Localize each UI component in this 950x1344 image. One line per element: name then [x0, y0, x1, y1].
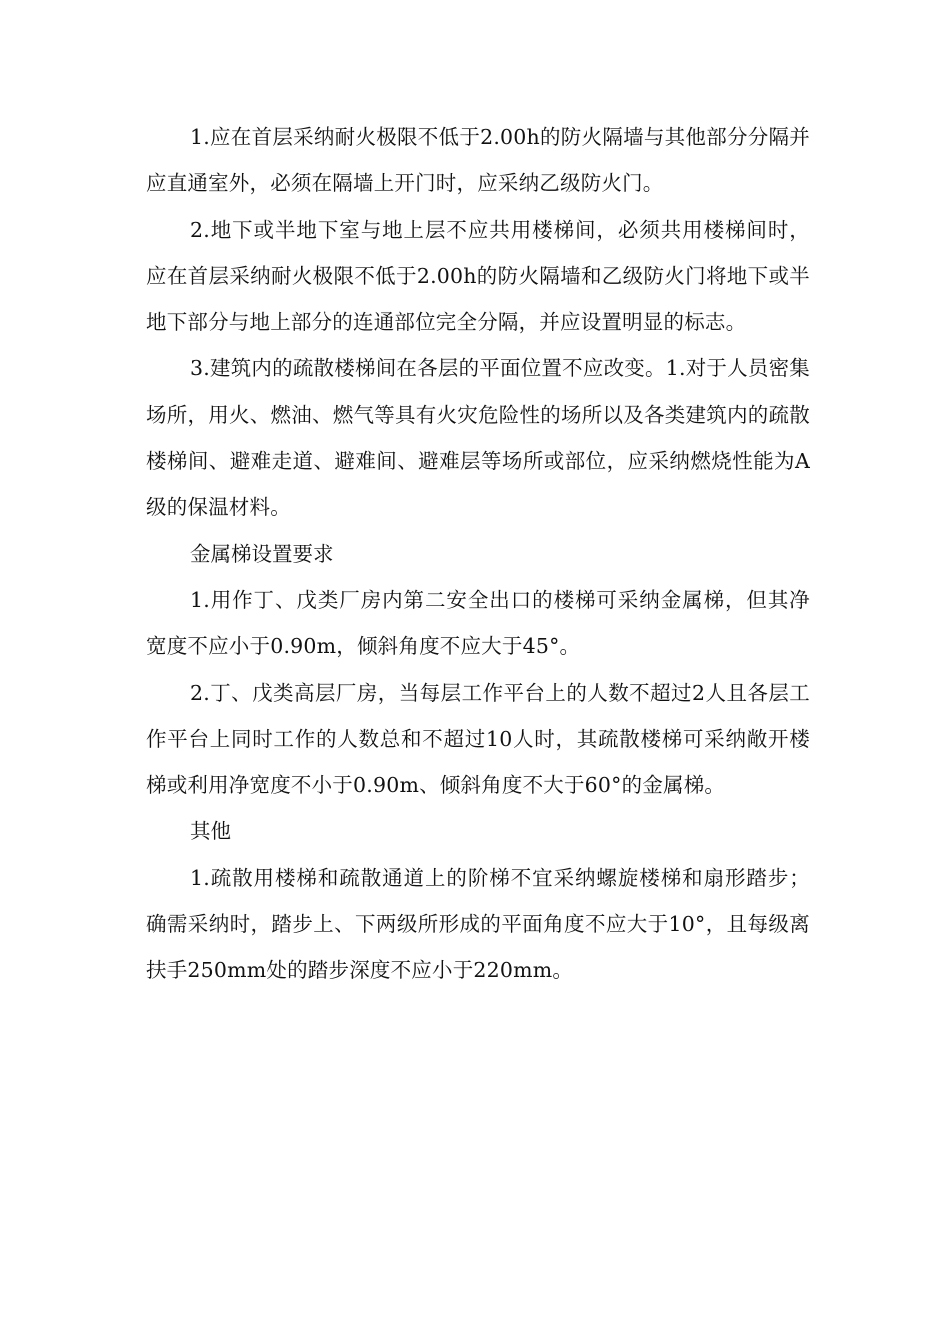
paragraph-high-rise-workshop: 2.丁、戊类高层厂房，当每层工作平台上的人数不超过2人且各层工作平台上同时工作的人数总和不超过10人时，其疏散楼梯可采纳敞开楼梯或利用净宽度不小于0.90m、倾斜角度不大于60°的金属梯。 [146, 680, 810, 798]
paragraph-spiral-stair: 1.疏散用楼梯和疏散通道上的阶梯不宜采纳螺旋楼梯和扇形踏步；确需采纳时，踏步上、下两级所形成的平面角度不应大于10°，且每级离扶手250mm处的踏步深度不应小于220mm。 [146, 865, 810, 983]
section-heading-other: 其他 [190, 819, 231, 844]
paragraph-metal-stair-exit: 1.用作丁、戊类厂房内第二安全出口的楼梯可采纳金属梯，但其净宽度不应小于0.90m，倾斜角度不应大于45°。 [146, 587, 810, 659]
paragraph-basement-stair: 2.地下或半地下室与地上层不应共用楼梯间，必须共用楼梯间时，应在首层采纳耐火极限不低于2.00h的防火隔墙和乙级防火门将地下或半地下部分与地上部分的连通部位完全分隔，并应设置明显的标志。 [146, 217, 810, 335]
section-heading-metal-stair: 金属梯设置要求 [190, 541, 334, 566]
document-page [146, 114, 810, 994]
paragraph-stair-position: 3.建筑内的疏散楼梯间在各层的平面位置不应改变。1.对于人员密集场所，用火、燃油、燃气等具有火灾危险性的场所以及各类建筑内的疏散楼梯间、避难走道、避难间、避难层等场所或部位，应采纳燃烧性能为A级的保温材料。 [146, 356, 810, 520]
paragraph-exit-partition: 1.应在首层采纳耐火极限不低于2.00h的防火隔墙与其他部分分隔并应直通室外，必须在隔墙上开门时，应采纳乙级防火门。 [146, 125, 810, 196]
